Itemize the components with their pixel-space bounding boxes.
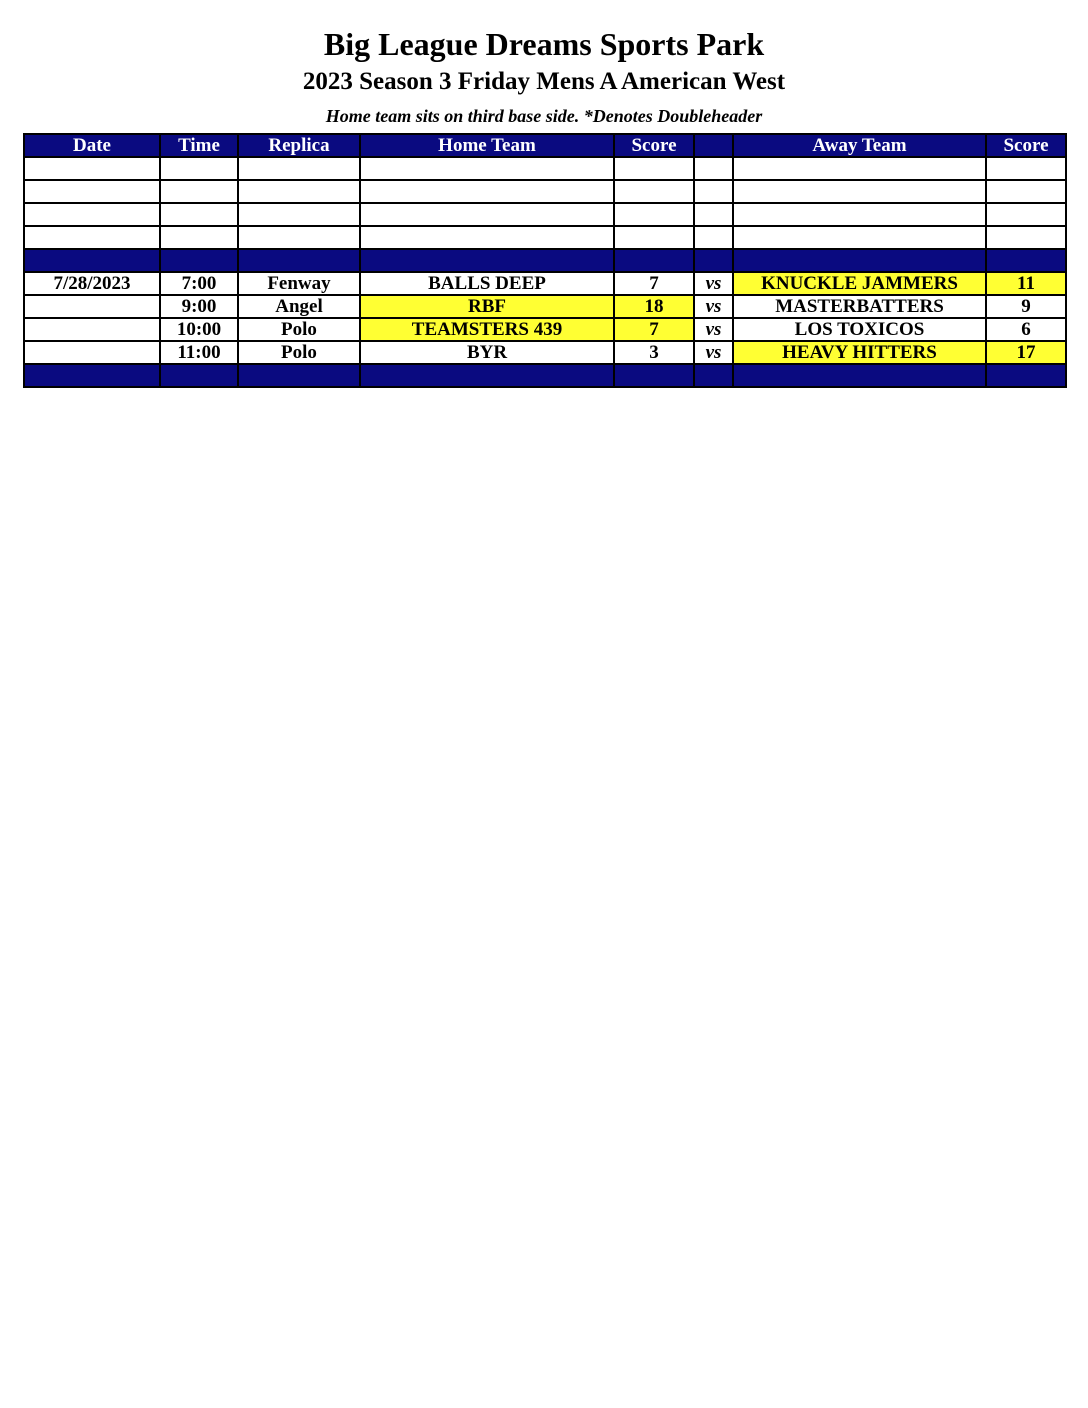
empty-cell [360,157,614,180]
game-replica: Angel [238,295,360,318]
game-time: 11:00 [160,341,238,364]
home-score: 3 [614,341,694,364]
home-score: 7 [614,272,694,295]
doubleheader-note: Home team sits on third base side. *Denotes Doubleheader [325,106,763,126]
empty-cell [986,157,1066,180]
schedule-table [23,133,1067,388]
empty-cell [614,157,694,180]
empty-cell [733,226,986,249]
vs-label: vs [694,272,733,295]
game-replica: Polo [238,341,360,364]
home-team: BALLS DEEP [360,272,614,295]
empty-cell [986,226,1066,249]
vs-label: vs [694,295,733,318]
empty-cell [238,203,360,226]
page-subtitle: 2023 Season 3 Friday Mens A American West [302,68,786,95]
empty-cell [694,203,733,226]
vs-label: vs [694,318,733,341]
game-time: 7:00 [160,272,238,295]
empty-cell [694,226,733,249]
col-header-home-score: Score [614,134,694,157]
empty-cell [360,203,614,226]
game-row [24,341,1066,364]
empty-cell [614,180,694,203]
footer-band [24,364,1066,387]
empty-cell [238,157,360,180]
empty-cell [986,203,1066,226]
away-score: 9 [986,295,1066,318]
empty-cell [614,226,694,249]
empty-cell [360,226,614,249]
empty-cell [694,157,733,180]
game-replica: Polo [238,318,360,341]
away-score: 17 [986,341,1066,364]
game-time: 10:00 [160,318,238,341]
empty-cell [614,203,694,226]
game-date: 7/28/2023 [24,272,160,295]
empty-cell [24,203,160,226]
empty-row [24,226,1066,249]
game-date [24,295,160,318]
home-score: 7 [614,318,694,341]
empty-cell [24,226,160,249]
away-team: KNUCKLE JAMMERS [733,272,986,295]
empty-cell [238,226,360,249]
empty-cell [160,157,238,180]
home-team: RBF [360,295,614,318]
empty-row [24,180,1066,203]
away-score: 11 [986,272,1066,295]
home-team: TEAMSTERS 439 [360,318,614,341]
game-row [24,318,1066,341]
empty-cell [160,203,238,226]
away-team: LOS TOXICOS [733,318,986,341]
col-header-replica: Replica [238,134,360,157]
away-team: MASTERBATTERS [733,295,986,318]
header-row [24,134,1066,157]
empty-cell [733,180,986,203]
vs-label: vs [694,341,733,364]
empty-cell [360,180,614,203]
col-header-date: Date [24,134,160,157]
empty-cell [160,180,238,203]
empty-cell [24,180,160,203]
empty-row [24,157,1066,180]
home-score: 18 [614,295,694,318]
game-date [24,341,160,364]
page-title: Big League Dreams Sports Park [323,26,765,62]
empty-cell [160,226,238,249]
game-row [24,272,1066,295]
col-header-away-score: Score [986,134,1066,157]
empty-cell [986,180,1066,203]
empty-cell [733,203,986,226]
col-header-away-team: Away Team [733,134,986,157]
empty-cell [238,180,360,203]
col-header-time: Time [160,134,238,157]
game-replica: Fenway [238,272,360,295]
game-date [24,318,160,341]
empty-row [24,203,1066,226]
separator-band [24,249,1066,272]
game-time: 9:00 [160,295,238,318]
away-score: 6 [986,318,1066,341]
away-team: HEAVY HITTERS [733,341,986,364]
empty-cell [733,157,986,180]
game-row [24,295,1066,318]
col-header-home-team: Home Team [360,134,614,157]
empty-cell [694,180,733,203]
col-header-vs [694,134,733,157]
empty-cell [24,157,160,180]
home-team: BYR [360,341,614,364]
